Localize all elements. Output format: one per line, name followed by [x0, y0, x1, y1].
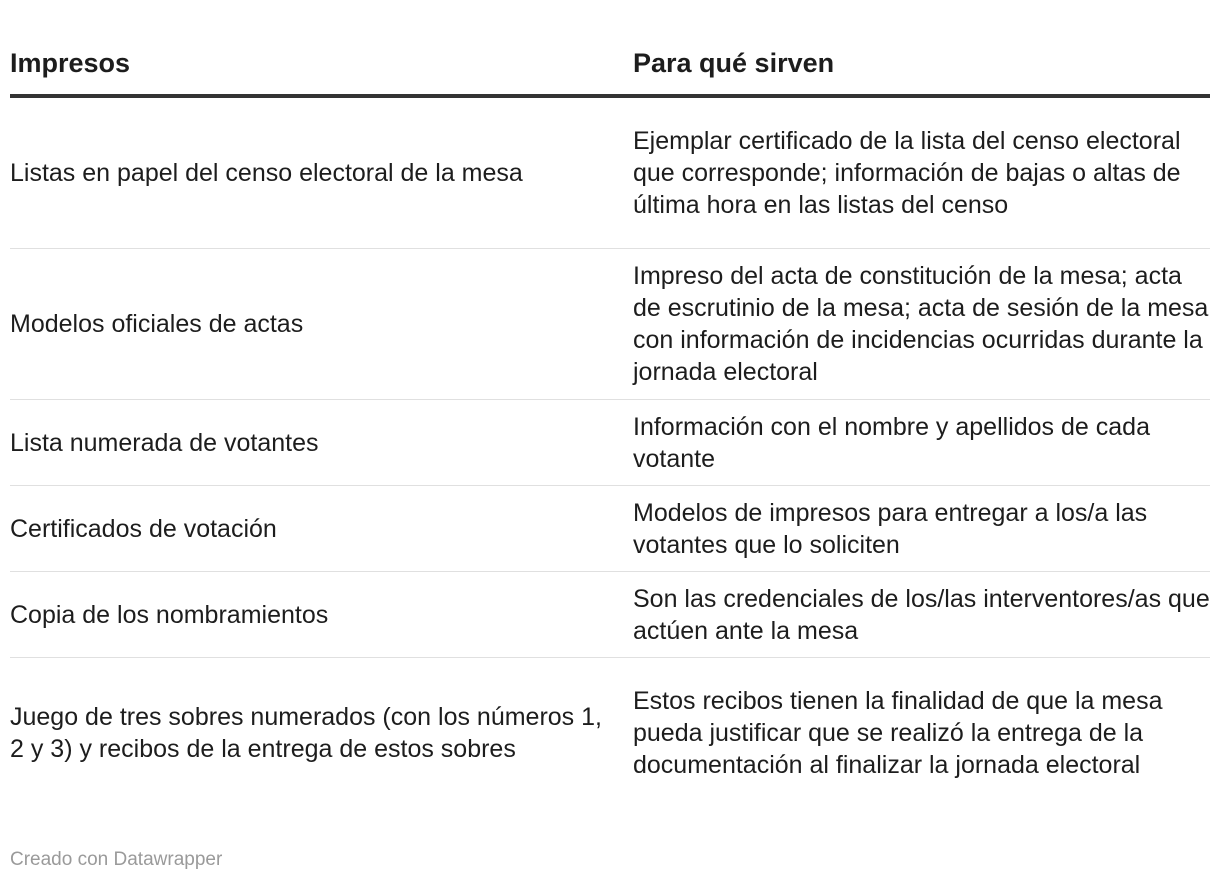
cell-uso: Impreso del acta de constitución de la mesa; acta de escrutinio de la mesa; acta de sesión de la mesa con información de incidencias ocurridas durante la jornada electoral: [633, 262, 1209, 386]
cell-impreso: Juego de tres sobres numerados (con los números 1, 2 y 3) y recibos de la entrega de estos sobres: [10, 703, 602, 763]
cell-uso: Son las credenciales de los/las interventores/as que actúen ante la mesa: [633, 584, 1210, 645]
table-row: [10, 98, 1210, 249]
cell-impreso: Copia de los nombramientos: [10, 600, 329, 629]
cell-impreso: Certificados de votación: [10, 514, 277, 543]
table-row: [10, 249, 1210, 400]
datawrapper-credit[interactable]: Creado con Datawrapper: [10, 849, 223, 870]
table-row: [10, 658, 1210, 808]
table-row: [10, 572, 1210, 658]
header-impresos: Impresos: [10, 48, 131, 78]
documents-table: [10, 38, 1210, 808]
cell-uso: Modelos de impresos para entregar a los/a las votantes que lo soliciten: [633, 498, 1148, 559]
cell-uso: Información con el nombre y apellidos de cada votante: [633, 412, 1150, 473]
cell-impreso: Listas en papel del censo electoral de la mesa: [10, 159, 523, 187]
header-para-que-sirven: Para qué sirven: [633, 48, 835, 78]
cell-impreso: Lista numerada de votantes: [10, 428, 319, 457]
table-row: [10, 400, 1210, 486]
table-header: [10, 38, 1210, 98]
cell-impreso: Modelos oficiales de actas: [10, 310, 304, 338]
cell-uso: Estos recibos tienen la finalidad de que la mesa pueda justificar que se realizó la entrega de la documentación al finalizar la jornada electoral: [633, 687, 1163, 779]
cell-uso: Ejemplar certificado de la lista del censo electoral que corresponde; información de bajas o altas de última hora en las listas del censo: [633, 127, 1181, 219]
table-row: [10, 486, 1210, 572]
